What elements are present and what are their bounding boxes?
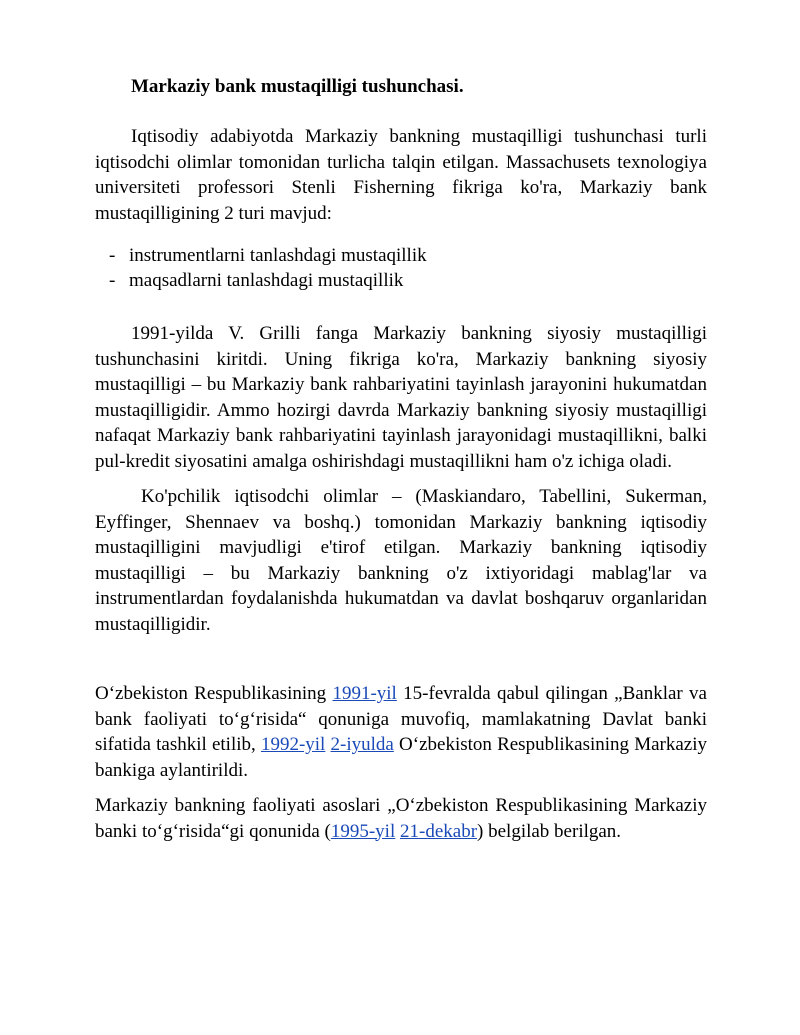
text-run: Markaziy bankning faoliyati asoslari „O‘zbekiston Respublikasining Markaziy banki to‘g‘risida“gi qonunida ( — [95, 795, 707, 842]
text-run: 15-fevralda qabul qilingan „Banklar va bank faoliyati to‘g‘risida“ qonuniga muvofiq, mamlakatning Davlat banki sifatida tashkil etilib, — [95, 683, 707, 755]
paragraph-grilli: 1991-yilda V. Grilli fanga Markaziy bankning siyosiy mustaqilligi tushunchasini kiritdi. Uning fikriga ko'ra, Markaziy bankning siyosiy mustaqilligi – bu Markaziy bank rahbariyatini tayinlash jarayonini hukumatdan mustaqilligidir. Ammo hozirgi davrda Markaziy bankning siyosiy mustaqilligi nafaqat Markaziy bank rahbariyatini tayinlash jarayonidagi mustaqillikni, balki pul-kredit siyosatini amalga oshirishdagi mustaqillikni ham o'z ichiga oladi. — [95, 323, 707, 472]
list-item — [95, 268, 707, 293]
independence-types-list — [95, 243, 707, 293]
text-run: ) belgilab berilgan. — [477, 820, 622, 842]
list-item-text: instrumentlarni tanlashdagi mustaqillik — [129, 245, 427, 266]
link-1995-yil[interactable]: 1995-yil — [330, 820, 396, 842]
link-1991-yil[interactable]: 1991-yil — [332, 683, 397, 704]
link-2-iyulda[interactable]: 2-iyulda — [330, 734, 394, 755]
text-run: O‘zbekiston Respublikasining — [95, 683, 333, 704]
list-dash: - — [109, 270, 116, 291]
link-1992-yil[interactable]: 1992-yil — [260, 734, 326, 755]
paragraph-history — [95, 681, 707, 783]
section-title: Markaziy bank mustaqilligi tushunchasi. — [131, 76, 464, 97]
list-item — [95, 243, 707, 268]
list-item-text: maqsadlarni tanlashdagi mustaqillik — [129, 270, 404, 291]
link-21-dekabr[interactable]: 21-dekabr — [400, 820, 478, 842]
paragraph-fisher: Iqtisodiy adabiyotda Markaziy bankning mustaqilligi tushunchasi turli iqtisodchi olimlar tomonidan turlicha talqin etilgan. Massachusets texnologiya universiteti professori Stenli Fisherning fikriga ko'ra, Markaziy bank mustaqilligining 2 turi mavjud: — [95, 126, 707, 224]
list-dash: - — [109, 245, 116, 266]
document-body — [95, 74, 707, 844]
paragraph-law — [95, 793, 707, 844]
paragraph-economic-independence: Ko'pchilik iqtisodchi olimlar – (Maskiandaro, Tabellini, Sukerman, Eyffinger, Shennaev va boshq.) tomonidan Markaziy bankning iqtisodiy mustaqilligini mavjudligi e'tirof etilgan. Markaziy bankning iqtisodiy mustaqilligi – bu Markaziy bankning o'z ixtiyoridagi mablag'lar va instrumentlardan foydalanishda hukumatdan va davlat boshqaruv organlaridan mustaqilligidir. — [95, 486, 707, 635]
text-run: O‘zbekiston Respublikasining Markaziy bankiga aylantirildi. — [95, 734, 708, 781]
